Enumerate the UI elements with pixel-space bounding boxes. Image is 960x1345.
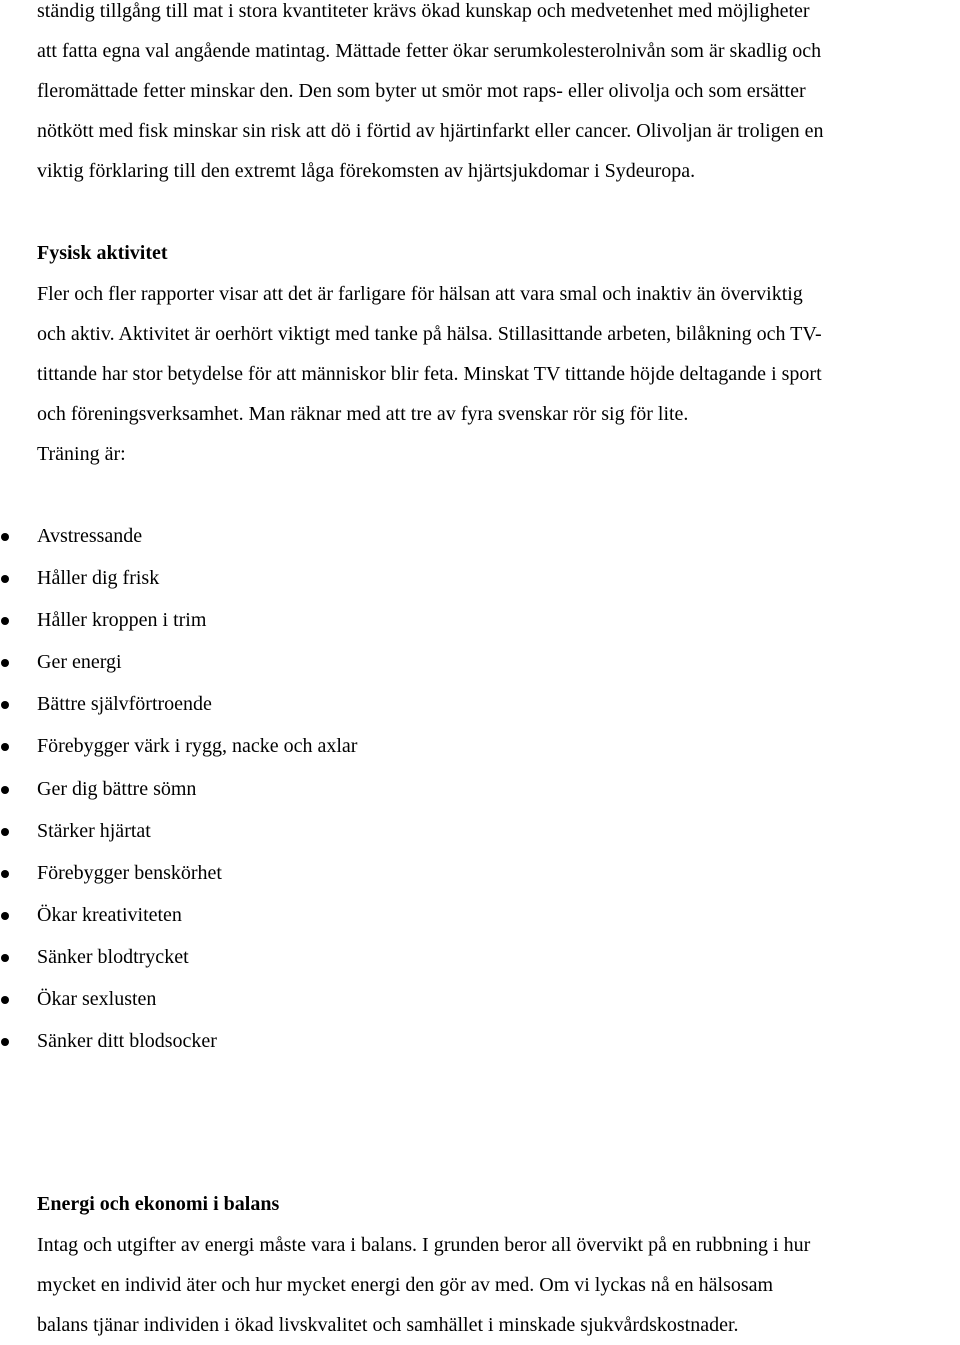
intro-line: viktig förklaring till den extremt låga förekomsten av hjärtsjukdomar i Sydeuropa. [37, 160, 696, 182]
list-item-text: Bättre självförtroende [37, 693, 212, 716]
bullet-icon [1, 1038, 9, 1046]
bullet-icon [1, 533, 9, 541]
activity-line: tittande har stor betydelse för att människor blir feta. Minskat TV tittande höjde deltagande i sport [37, 363, 822, 385]
section-heading-energi-och-ekonomi: Energi och ekonomi i balans [37, 1193, 280, 1215]
activity-line: och föreningsverksamhet. Man räknar med att tre av fyra svenskar rör sig för lite. [37, 403, 689, 425]
energy-line: mycket en individ äter och hur mycket energi den gör av med. Om vi lyckas nå en hälsosam [37, 1274, 774, 1296]
bullet-icon [1, 743, 9, 751]
list-item-text: Håller kroppen i trim [37, 609, 207, 632]
section-heading-fysisk-aktivitet: Fysisk aktivitet [37, 242, 168, 264]
bullet-icon [1, 575, 9, 583]
bullet-icon [1, 617, 9, 625]
energy-line: balans tjänar individen i ökad livskvalitet och samhället i minskade sjukvårdskostnader. [37, 1314, 739, 1336]
bullet-icon [1, 954, 9, 962]
intro-paragraph [37, 0, 957, 191]
intro-line: ständig tillgång till mat i stora kvantiteter krävs ökad kunskap och medvetenhet med möjligheter [37, 0, 810, 22]
intro-line: nötkött med fisk minskar sin risk att dö i förtid av hjärtinfarkt eller cancer. Olivoljan är troligen en [37, 120, 824, 142]
energy-line: Intag och utgifter av energi måste vara i balans. I grunden beror all övervikt på en rubbning i hur [37, 1234, 811, 1256]
bullet-icon [1, 828, 9, 836]
intro-line: att fatta egna val angående matintag. Mättade fetter ökar serumkolesterolnivån som är skadlig och [37, 40, 822, 62]
intro-line: fleromättade fetter minskar den. Den som byter ut smör mot raps- eller olivolja och som ersätter [37, 80, 806, 102]
bullet-icon [1, 996, 9, 1004]
bullet-icon [1, 659, 9, 667]
bullet-icon [1, 786, 9, 794]
activity-paragraph [37, 274, 957, 474]
list-item-text: Ökar kreativiteten [37, 903, 182, 926]
activity-line: Fler och fler rapporter visar att det är farligare för hälsan att vara smal och inaktiv än överviktig [37, 283, 803, 305]
bullet-icon [1, 701, 9, 709]
list-item-text: Förebygger värk i rygg, nacke och axlar [37, 735, 358, 758]
list-item-text: Avstressande [37, 525, 143, 547]
bullet-icon [1, 870, 9, 878]
activity-line: Träning är: [37, 443, 126, 465]
list-item-text: Ger energi [37, 651, 122, 674]
activity-line: och aktiv. Aktivitet är oerhört viktigt med tanke på hälsa. Stillasittande arbeten, bilåkning och TV- [37, 323, 822, 345]
list-item-text: Stärker hjärtat [37, 819, 151, 842]
energy-paragraph [37, 1225, 957, 1345]
list-item-text: Sänker ditt blodsocker [37, 1030, 217, 1053]
list-item-text: Förebygger benskörhet [37, 861, 222, 884]
list-item-text: Ger dig bättre sömn [37, 777, 197, 800]
bullet-icon [1, 912, 9, 920]
list-item-text: Håller dig frisk [37, 567, 160, 590]
list-item-text: Sänker blodtrycket [37, 945, 189, 968]
list-item-text: Ökar sexlusten [37, 988, 157, 1011]
